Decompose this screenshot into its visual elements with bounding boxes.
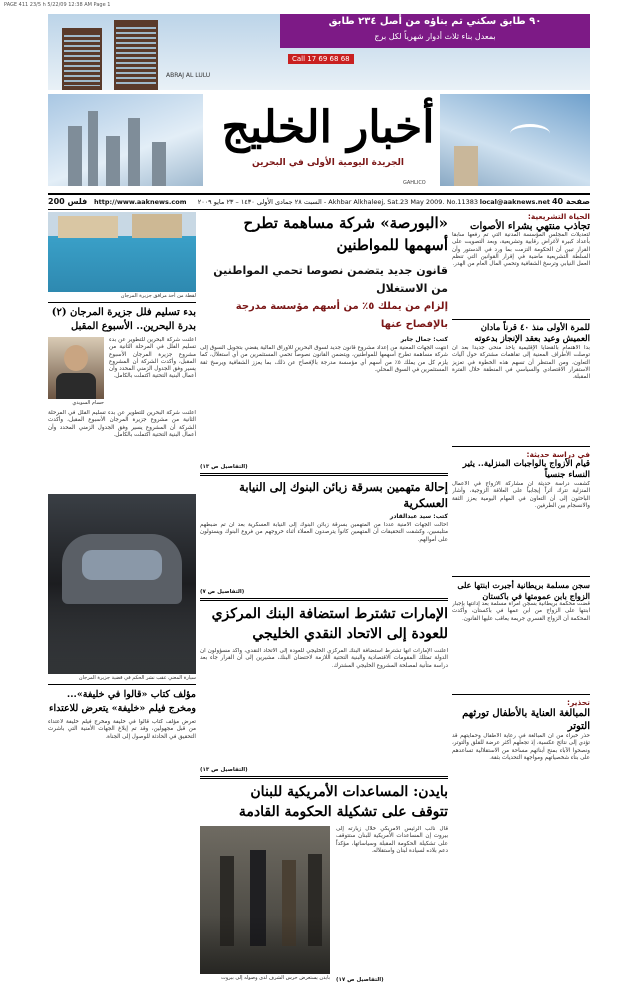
masthead xyxy=(48,92,590,190)
story-body: لتعديلات المجلس المؤسسة المدنية التي تم رفعها سابقاً بأعداد كبيرة لأغراض رقابية وتشريعية، وبعد التصويت على القرار تبين أن الحكومة التزمت بما ورد في الدستور وأن السلطة التشريعية ماضية في إقرار القوانين التي تنظم العمل النيابي وترسخ الشفافية وتحمي المال العام من الهدر. xyxy=(452,232,590,268)
byline: كتب: جمال جابر xyxy=(400,336,448,343)
print-slug: PAGE 411 23/5 h 5/22/09 12:38 AM Page 1 xyxy=(4,2,111,8)
masthead-photo-right xyxy=(440,94,590,186)
seagull-icon xyxy=(510,124,550,143)
photo-caption: سيارة المعني عقب نشر الحكم في قضية جزيرة المرجان xyxy=(78,675,196,681)
story-body: قضت محكمة بريطانية بسجن امرأة مسلمة بعد إدانتها بإجبار ابنتها على الزواج من ابن عمها في باكستان، وأكدت المحكمة أن الزواج القسري جريمة يعاقب عليها القانون. xyxy=(452,601,590,622)
story-headline-2[interactable]: بدرة البحرين.. الأسبوع المقبل xyxy=(71,321,196,332)
story-headline-2[interactable]: ومخرج فيلم «خليفة» يتعرض للاعتداء xyxy=(49,703,196,714)
center-column xyxy=(200,212,448,983)
byline: كتب: سيد عبدالقادر xyxy=(389,513,448,520)
photo-caption: لقطة من أحد مرافق جزيرة المرجان xyxy=(120,293,196,299)
news-photo[interactable] xyxy=(48,212,196,292)
continuation[interactable]: (التفاصيل ص ١٣) xyxy=(200,464,248,470)
story-kicker: تحذير: xyxy=(566,698,590,707)
photo-caption: بايدن يستعرض حرس الشرف لدى وصوله إلى بيروت xyxy=(221,975,330,981)
ad-brand: ABRAJ AL LULU xyxy=(166,72,211,79)
email-link[interactable]: local@aaknews.net xyxy=(479,198,550,206)
story-headline[interactable]: للمرة الأولى منذ ٤٠ قرناً مادان العميش وعيد بعقد الإنجاز بدعوته xyxy=(474,323,590,344)
story-body: تعرض مؤلف كتاب قالوا في خليفة ومخرج فيلم خليفة لاعتداء من قبل مجهولين، وقد تم إبلاغ الجهات الأمنية التي باشرت التحقيق في الحادثة للوصول إلى الجناة. xyxy=(48,719,196,740)
story-body: كشفت دراسة حديثة أن مشاركة الأزواج في الأعمال المنزلية تترك أثراً إيجابياً على العلاقة الزوجية، وأشار الباحثون إلى أن التعاون في المهام اليومية يعزز الثقة والانسجام بين الطرفين. xyxy=(452,481,590,509)
page-count: 40 صفحة xyxy=(551,197,590,206)
masthead-tagline: الجريدة اليومية الأولى في البحرين xyxy=(251,158,405,168)
masthead-skyline-photo xyxy=(48,94,203,186)
lead-subhead: إلزام من يملك ٥٪ من أسهم مؤسسة مدرجة بالإفصاح عنها xyxy=(235,301,448,330)
continuation[interactable]: (التفاصيل ص ١٣) xyxy=(200,767,248,773)
dateline-bar xyxy=(48,193,590,210)
story-kicker: الحياة التشريعية: xyxy=(527,212,590,221)
lead-body: انتهت الجهات المعنية من إعداد مشروع قانون جديد لسوق البحرين للأوراق المالية يقضي بتحويل السوق إلى شركة مساهمة تطرح أسهمها للمواطنين، ويتضمن القانون نصوصاً تحمي المستثمرين من أي استغلال، كما يلزم كل من يملك ٥٪ من أسهم أي مؤسسة مدرجة بالإفصاح عن ذلك، بما يعزز الشفافية ويرسخ ثقة المستثمرين في السوق المحلي. xyxy=(200,345,448,373)
story-headline[interactable]: بايدن: المساعدات الأمريكية للبنان xyxy=(250,784,448,800)
lead-headline[interactable]: «البورصة» شركة مساهمة تطرح أسهمها للمواطنين xyxy=(243,214,448,254)
ad-headline: ٩٠ طابق سكني تم بناؤه من أصل ٢٣٤ طابق xyxy=(328,16,542,27)
story-body: حذر خبراء من أن المبالغة في رعاية الأطفال وحمايتهم قد تؤدي إلى نتائج عكسية، إذ تجعلهم أكثر عرضة للقلق والتوتر، ونصحوا الآباء بمنح أبنائهم مساحة من الاستقلالية تساعدهم على بناء شخصياتهم ومواجهة التحديات بثقة. xyxy=(452,733,590,761)
story-body: قال نائب الرئيس الأمريكي خلال زيارته إلى بيروت إن المساعدات الأمريكية للبنان ستتوقف على تشكيلة الحكومة المقبلة وسياساتها، مؤكداً دعم بلاده لسيادة لبنان واستقلاله. xyxy=(336,826,448,854)
story-headline-2[interactable]: تتوقف على تشكيلة الحكومة القادمة xyxy=(238,804,448,820)
story-headline[interactable]: قيام الأزواج بالواجبات المنزلية.. يثير النساء جنسياً xyxy=(462,459,590,480)
story-kicker: في دراسة حديثة: xyxy=(526,450,590,459)
story-headline[interactable]: تجاذب منتهي بشراء الأصوات xyxy=(470,221,590,232)
ad-phone: Call 17 69 68 68 xyxy=(288,54,354,64)
lead-subhead: قانون جديد يتضمن نصوصا تحمي المواطنين من الاستغلال xyxy=(213,264,448,295)
story-body: أحالت الجهات الأمنية عدداً من المتهمين بسرقة زبائن البنوك إلى النيابة العسكرية بعد أن تم ضبطهم متلبسين، وكشفت التحقيقات أن المتهمين كانوا يترصدون العملاء أثناء خروجهم من فروع البنوك ويستولون على أموالهم. xyxy=(200,522,448,543)
story-headline[interactable]: سجن مسلمة بريطانية أجبرت ابنتها على الزواج بابن عمومتها في باكستان xyxy=(457,580,590,601)
continuation[interactable]: (التفاصيل ص ١٧) xyxy=(336,977,384,983)
top-advertisement[interactable] xyxy=(48,14,590,90)
issue-info: Akhbar Alkhaleej, Sat.23 May 2009. No.11383 - السبت ٢٨ جمادى الأولى ١٤٣٠ – ٢٣ مايو ٢٠٠٩ xyxy=(198,198,478,206)
newspaper-logo[interactable]: أخبار الخليج xyxy=(221,102,435,153)
story-headline[interactable]: إحالة متهمين بسرقة زبائن البنوك إلى النيابة العسكرية xyxy=(239,480,448,510)
story-body-continued: أعلنت شركة البحرين للتطوير عن بدء تسليم الفلل في المرحلة الثانية من مشروع جزيرة المرجان الأسبوع المقبل، وأكدت الشركة أن المشروع يسير وفق الجدول الزمني المحدد وأن أعمال البنية التحتية اكتملت بالكامل. xyxy=(48,410,196,438)
story-headline[interactable]: مؤلف كتاب «قالوا في خليفة»... xyxy=(66,689,196,700)
website-link[interactable]: http://www.aaknews.com xyxy=(94,198,187,206)
right-column xyxy=(452,212,590,883)
news-photo[interactable] xyxy=(48,494,196,674)
ad-subline: بمعدل بناء ثلاث أدوار شهرياً لكل برج xyxy=(374,32,496,41)
story-headline[interactable]: الإمارات تشترط استضافة البنك المركزي xyxy=(211,606,448,622)
continuation[interactable]: (التفاصيل ص ٧) xyxy=(200,589,245,595)
masthead-note: GAHLICO xyxy=(403,180,426,186)
left-column xyxy=(48,212,196,831)
story-headline[interactable]: بدء تسليم فلل جزيرة المرجان (٢) xyxy=(51,307,196,318)
ad-headline-box xyxy=(280,14,590,48)
story-body: أعلنت الإمارات أنها تشترط استضافة البنك المركزي الخليجي للعودة إلى الاتحاد النقدي، وأكد مسؤولون أن الدولة تمتلك المقومات الاقتصادية والبنية التحتية اللازمة لاحتضان البنك، مشيرين إلى أن القرار جاء بعد دراسة متأنية لمصلحة المشروع الخليجي المشترك. xyxy=(200,648,448,669)
story-headline-2[interactable]: للعودة إلى الاتحاد النقدي الخليجي xyxy=(252,626,448,642)
ad-tower-image xyxy=(114,20,158,90)
photo-caption: حسام السويدي xyxy=(72,400,104,406)
portrait-photo[interactable] xyxy=(48,337,104,399)
story-body: أعلنت شركة البحرين للتطوير عن بدء تسليم الفلل في المرحلة الثانية من مشروع جزيرة المرجان الأسبوع المقبل، وأكدت الشركة أن المشروع يسير وفق الجدول الزمني المحدد وأن أعمال البنية التحتية اكتملت بالكامل. xyxy=(109,337,196,380)
story-body: بدأ الاهتمام بالقضايا الإقليمية يأخذ منحى جديداً بعد أن توصلت الأطراف المعنية إلى تفاهمات مشتركة حول آليات التعاون، ومن المنتظر أن تسهم هذه الخطوة في تعزيز الاستقرار الاقتصادي والسياسي في المنطقة خلال الفترة المقبلة. xyxy=(452,345,590,381)
price: 200 فلس xyxy=(48,197,88,206)
ad-tower-image xyxy=(62,28,102,90)
story-headline[interactable]: المبالغة العناية بالأطفال تورثهم التوتر xyxy=(462,708,590,732)
